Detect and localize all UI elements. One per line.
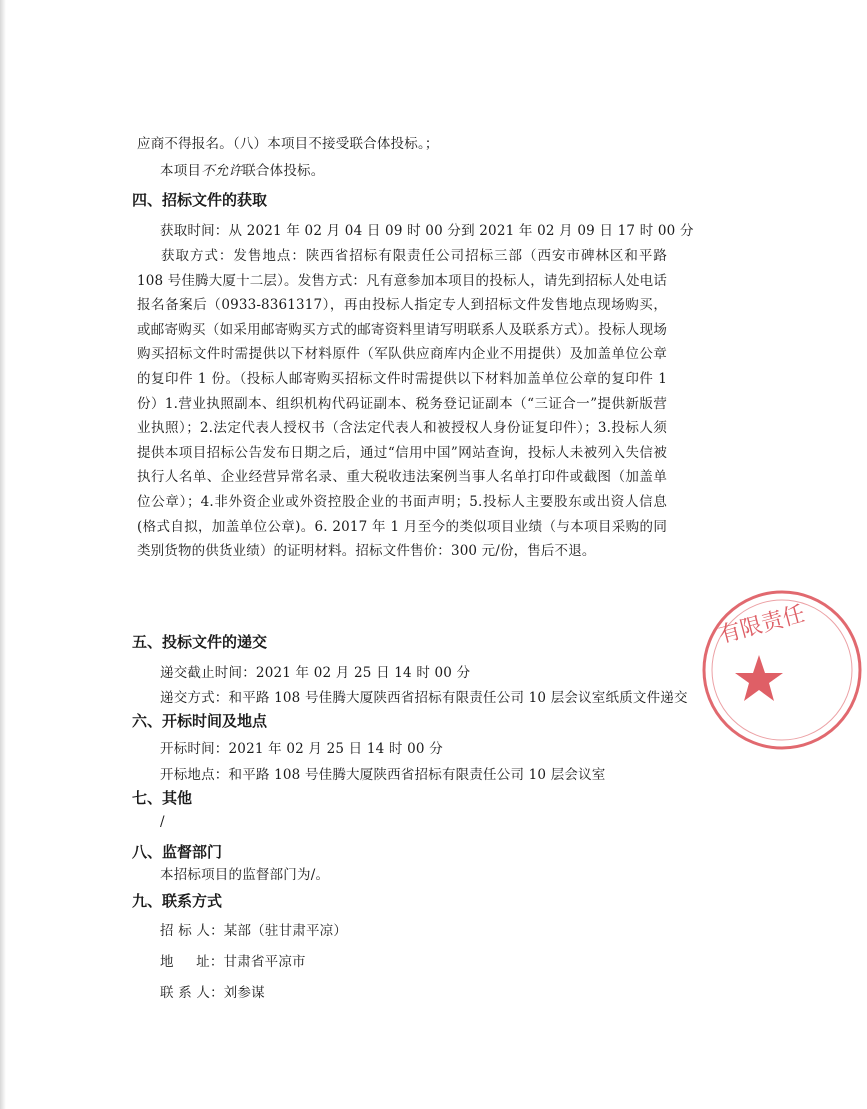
section-4-heading: 四、招标文件的获取 xyxy=(132,191,268,209)
section-7-content: / xyxy=(160,814,165,830)
section-5-deadline: 递交截止时间：2021 年 02 月 25 日 14 时 00 分 xyxy=(160,665,471,681)
section-8-content: 本招标项目的监督部门为/。 xyxy=(160,867,330,883)
section-8-heading: 八、监督部门 xyxy=(132,843,223,861)
section-9-heading: 九、联系方式 xyxy=(132,892,223,910)
section-5-heading: 五、投标文件的递交 xyxy=(132,633,268,651)
section-5-method: 递交方式：和平路 108 号佳腾大厦陕西省招标有限责任公司 10 层会议室纸质文件递交 xyxy=(160,690,688,706)
seal-text: 有限责任 xyxy=(716,601,808,649)
section-7-heading: 七、其他 xyxy=(132,789,193,807)
svg-text:有限责任 xyxy=(716,602,807,649)
section-4-method: 获取方式：发售地点：陕西省招标有限责任公司招标三部（西安市碑林区和平路 108 号佳腾大厦十二层）。发售方式：凡有意参加本项目的投标人，请先到招标人处电话报名备案后（0933-8361317），再由投标人指定专人到招标文件发售地点现场购买，或邮寄购买（如采用邮寄购买方式的邮寄资料里请写明联系人及联系方式）。投标人现场购买招标文件时需提供以下材料原件（军队供应商库内企业不用提供）及加盖单位公章的复印件 1 份。（投标人邮寄购买招标文件时需提供以下材料加盖单位公章的复印件 1 份）1.营业执照副本、组织机构代码证副本、税务登记证副本（“三证合一”提供新版营业执照）；2.法定代表人授权书（含法定代表人和被授权人身份证复印件）；3.投标人须提供本项目招标公告发布日期之后，通过“信用中国”网站查询，投标人未被列入失信被执行人名单、企业经营异常名录、重大税收违法案例当事人名单打印件或截图（加盖单位公章）；4.非外资企业或外资控股企业的书面声明；5.投标人主要股东或出资人信息(格式自拟，加盖单位公章)。6. 2017 年 1 月至今的类似项目业绩（与本项目采购的同类别货物的供货业绩）的证明材料。招标文件售价：300 元/份，售后不退。 xyxy=(137,248,667,560)
intro-suffix: 联合体投标。 xyxy=(242,163,325,179)
section-6-time: 开标时间：2021 年 02 月 25 日 14 时 00 分 xyxy=(160,741,443,757)
scan-edge xyxy=(0,0,6,1109)
section-9-tenderer: 招 标 人：某部（驻甘肃平凉） xyxy=(160,923,348,939)
section-6-place: 开标地点：和平路 108 号佳腾大厦陕西省招标有限责任公司 10 层会议室 xyxy=(160,767,606,783)
section-9-address: 地 址：甘肃省平凉市 xyxy=(160,954,306,970)
intro-prefix: 本项目 xyxy=(160,163,202,179)
official-seal xyxy=(697,585,867,755)
intro-line-1: 应商不得报名。（八）本项目不接受联合体投标。； xyxy=(137,136,439,152)
star-icon xyxy=(735,655,783,701)
section-6-heading: 六、开标时间及地点 xyxy=(132,712,268,730)
section-9-contact: 联 系 人：刘参谋 xyxy=(160,985,265,1001)
intro-line-2 xyxy=(160,162,324,180)
intro-italic: 不允许 xyxy=(201,163,243,179)
section-4-time: 获取时间：从 2021 年 02 月 04 日 09 时 00 分到 2021 年 02 月 09 日 17 时 00 分 xyxy=(160,223,694,239)
